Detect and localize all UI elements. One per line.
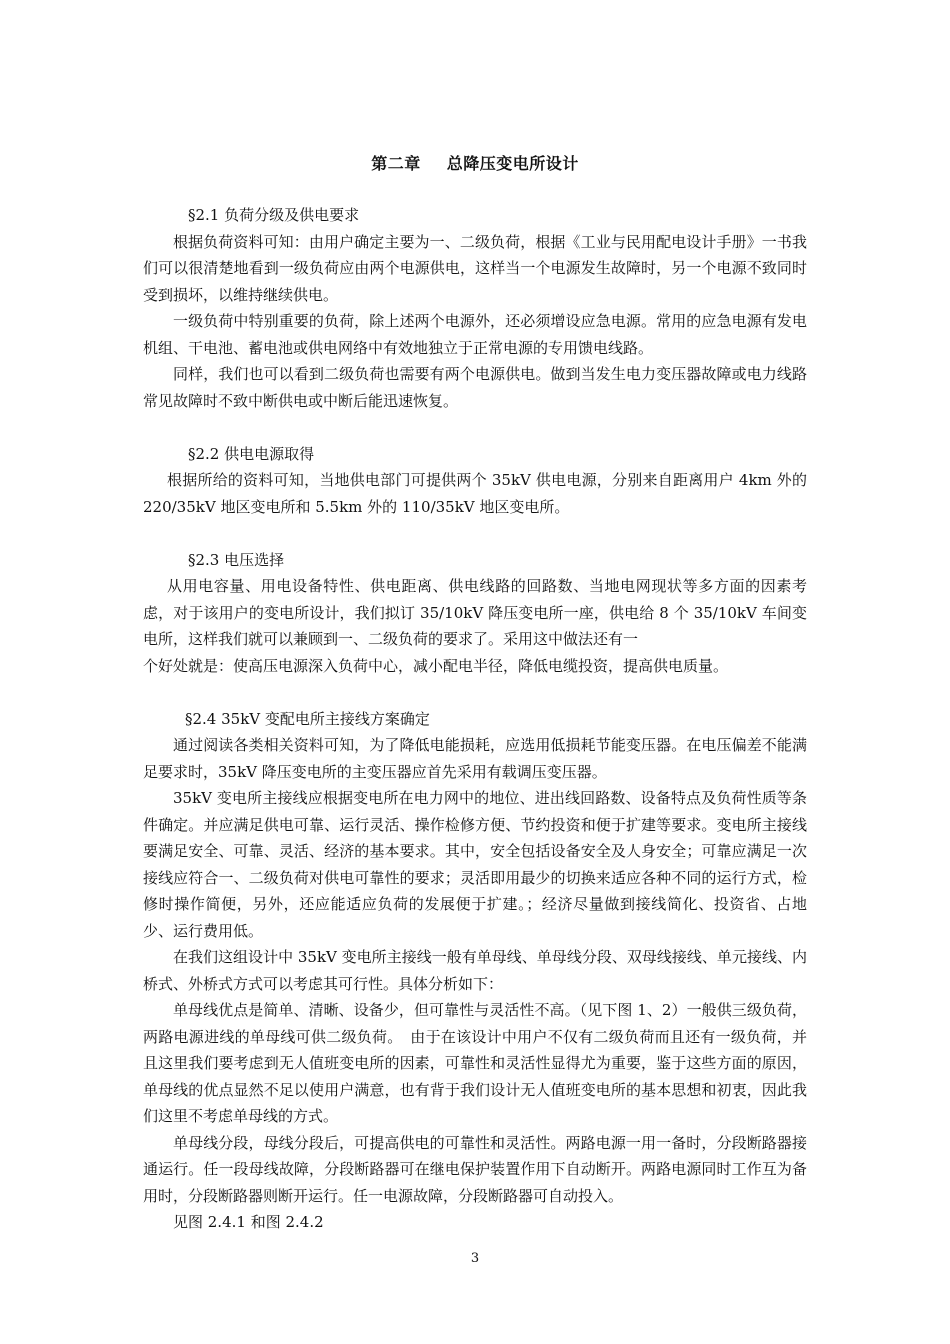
section-heading-2-4: §2.4 35kV 变配电所主接线方案确定 <box>185 709 430 728</box>
paragraph: 根据负荷资料可知：由用户确定主要为一、二级负荷，根据《工业与民用配电设计手册》一书我们可以很清楚地看到一级负荷应由两个电源供电，这样当一个电源发生故障时，另一个电源不致同时受到损坏，以维持继续供电。 <box>143 232 807 304</box>
paragraph: 从用电容量、用电设备特性、供电距离、供电线路的回路数、当地电网现状等多方面的因素考虑，对于该用户的变电所设计，我们拟订 35/10kV 降压变电所一座，供电给 8 个 35/10kV 车间变电所，这样我们就可以兼顾到一、二级负荷的要求了。采用这中做法还有一 <box>143 577 807 648</box>
chapter-title <box>0 151 950 174</box>
chapter-name: 总降压变电所设计 <box>446 154 579 173</box>
paragraph: 见图 2.4.1 和图 2.4.2 <box>173 1213 324 1231</box>
paragraph: 35kV 变电所主接线应根据变电所在电力网中的地位、进出线回路数、设备特点及负荷性质等条件确定。并应满足供电可靠、运行灵活、操作检修方便、节约投资和便于扩建等要求。变电所主接线要满足安全、可靠、灵活、经济的基本要求。其中，安全包括设备安全及人身安全；可靠应满足一次接线应符合一、二级负荷对供电可靠性的要求；灵活即用最少的切换来适应各种不同的运行方式，检修时操作简便，另外，还应能适应负荷的发展便于扩建。；经济尽量做到接线简化、投资省、占地少、运行费用低。 <box>143 789 807 940</box>
paragraph: 在我们这组设计中 35kV 变电所主接线一般有单母线、单母线分段、双母线接线、单元接线、内桥式、外桥式方式可以考虑其可行性。具体分析如下： <box>143 948 807 993</box>
document-body <box>143 202 807 1236</box>
chapter-label: 第二章 <box>371 154 421 173</box>
paragraph: 单母线优点是简单、清晰、设备少，但可靠性与灵活性不高。（见下图 1、2）一般供三级负荷，两路电源进线的单母线可供二级负荷。 由于在该设计中用户不仅有二级负荷而且还有一级负荷，并且这里我们要考虑到无人值班变电所的因素，可靠性和灵活性显得尤为重要，鉴于这些方面的原因，单母线的优点显然不足以使用户满意，也有背于我们设计无人值班变电所的基本思想和初衷，因此我们这里不考虑单母线的方式。 <box>143 1001 807 1125</box>
paragraph: 单母线分段，母线分段后，可提高供电的可靠性和灵活性。两路电源一用一备时，分段断路器接通运行。任一段母线故障，分段断路器可在继电保护装置作用下自动断开。两路电源同时工作互为备用时，分段断路器则断开运行。任一电源故障，分段断路器可自动投入。 <box>143 1133 807 1205</box>
paragraph: 根据所给的资料可知，当地供电部门可提供两个 35kV 供电电源，分别来自距离用户 4km 外的 220/35kV 地区变电所和 5.5km 外的 110/35kV 地区变电所。 <box>143 471 807 516</box>
paragraph: 通过阅读各类相关资料可知，为了降低电能损耗，应选用低损耗节能变压器。在电压偏差不能满足要求时，35kV 降压变电所的主变压器应首先采用有载调压变压器。 <box>143 736 807 781</box>
section-heading-2-2: §2.2 供电电源取得 <box>188 444 315 463</box>
section-heading-2-1: §2.1 负荷分级及供电要求 <box>188 206 360 224</box>
paragraph: 同样，我们也可以看到二级负荷也需要有两个电源供电。做到当发生电力变压器故障或电力线路常见故障时不致中断供电或中断后能迅速恢复。 <box>143 365 807 410</box>
paragraph: 个好处就是：使高压电源深入负荷中心，减小配电半径，降低电缆投资，提高供电质量。 <box>143 656 729 675</box>
page-number: 3 <box>470 1251 480 1266</box>
section-heading-2-3: §2.3 电压选择 <box>188 550 285 569</box>
paragraph: 一级负荷中特别重要的负荷，除上述两个电源外，还必须增设应急电源。常用的应急电源有发电机组、干电池、蓄电池或供电网络中有效地独立于正常电源的专用馈电线路。 <box>143 312 807 357</box>
